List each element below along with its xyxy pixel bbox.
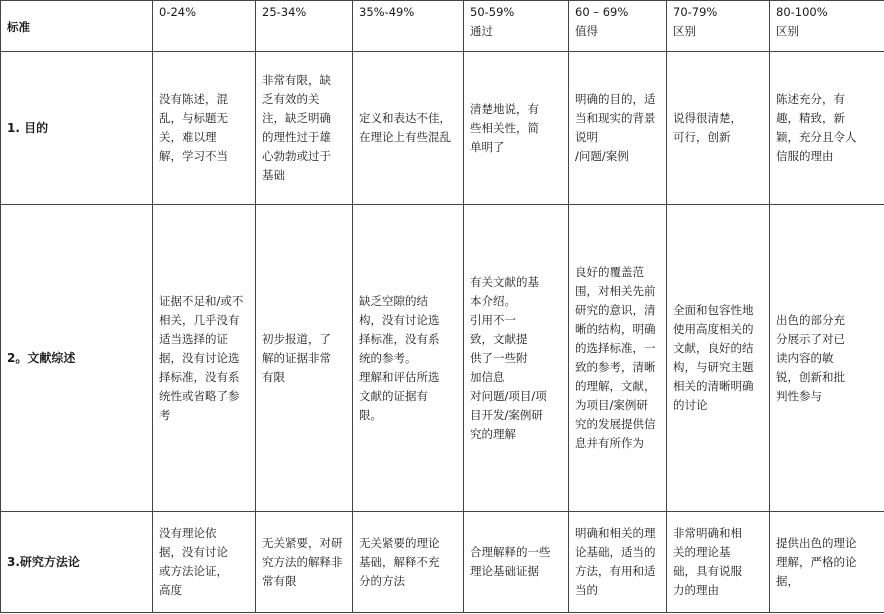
table-cell: 没有陈述，混 乱，与标题无 关，难以理 解，学习不当 [153, 52, 256, 205]
header-band-1: 0-24% [153, 1, 256, 52]
table-cell: 缺乏空隙的结 构，没有讨论选 择标准，没有系 统的参考。 理解和评估所选 文献的证据有 限。 [353, 205, 464, 512]
table-cell: 非常明确和相 关的理论基 础，具有说服 力的理由 [667, 512, 770, 613]
table-cell: 陈述充分，有 趣，精致，新 颖，充分且令人 信服的理由 [770, 52, 884, 205]
header-band-5: 60 – 69% 值得 [569, 1, 667, 52]
table-cell: 出色的部分充 分展示了对已 读内容的敏 锐，创新和批 判性参与 [770, 205, 884, 512]
criterion-literature-review: 2。文献综述 [1, 205, 153, 512]
table-cell: 初步报道，了 解的证据非常 有限 [256, 205, 353, 512]
table-cell: 提供出色的理论 理解，严格的论 据， [770, 512, 884, 613]
table-cell: 清楚地说，有 些相关性，简 单明了 [464, 52, 569, 205]
table-row [1, 52, 884, 205]
header-row [1, 1, 884, 52]
criterion-purpose: 1. 目的 [1, 52, 153, 205]
header-band-7: 80-100% 区别 [770, 1, 884, 52]
header-band-6: 70-79% 区别 [667, 1, 770, 52]
table-cell: 说得很清楚， 可行，创新 [667, 52, 770, 205]
table-cell: 合理解释的一些 理论基础证据 [464, 512, 569, 613]
header-band-4: 50-59% 通过 [464, 1, 569, 52]
table-cell: 有关文献的基 本介绍。 引用不一 致，文献提 供了一些附 加信息 对问题/项目/项 目开发/案例研 究的理解 [464, 205, 569, 512]
header-band-2: 25-34% [256, 1, 353, 52]
table-row [1, 205, 884, 512]
table-cell: 无关紧要，对研 究方法的解释非 常有限 [256, 512, 353, 613]
header-criteria: 标准 [1, 1, 153, 52]
table-cell: 明确的目的，适 当和现实的背景 说明 /问题/案例 [569, 52, 667, 205]
table-row [1, 512, 884, 613]
table-cell: 非常有限，缺 乏有效的关 注，缺乏明确 的理性过于雄 心勃勃或过于 基础 [256, 52, 353, 205]
header-band-3: 35%-49% [353, 1, 464, 52]
table-cell: 全面和包容性地 使用高度相关的 文献，良好的结 构，与研究主题 相关的清晰明确 的讨论 [667, 205, 770, 512]
table-cell: 没有理论依 据，没有讨论 或方法论证， 高度 [153, 512, 256, 613]
table-cell: 定义和表达不佳， 在理论上有些混乱 [353, 52, 464, 205]
table-cell: 明确和相关的理 论基础，适当的 方法，有用和适 当的 [569, 512, 667, 613]
table-cell: 证据不足和/或不 相关，几乎没有 适当选择的证 据，没有讨论选 择标准，没有系 统性或省略了参 考 [153, 205, 256, 512]
table-cell: 无关紧要的理论 基础，解释不充 分的方法 [353, 512, 464, 613]
criterion-research-methodology: 3.研究方法论 [1, 512, 153, 613]
table-cell: 良好的覆盖范 围，对相关先前 研究的意识，清 晰的结构，明确 的选择标准，一 致的参考，清晰 的理解，文献， 为项目/案例研 究的发展提供信 息并有所作为 [569, 205, 667, 512]
